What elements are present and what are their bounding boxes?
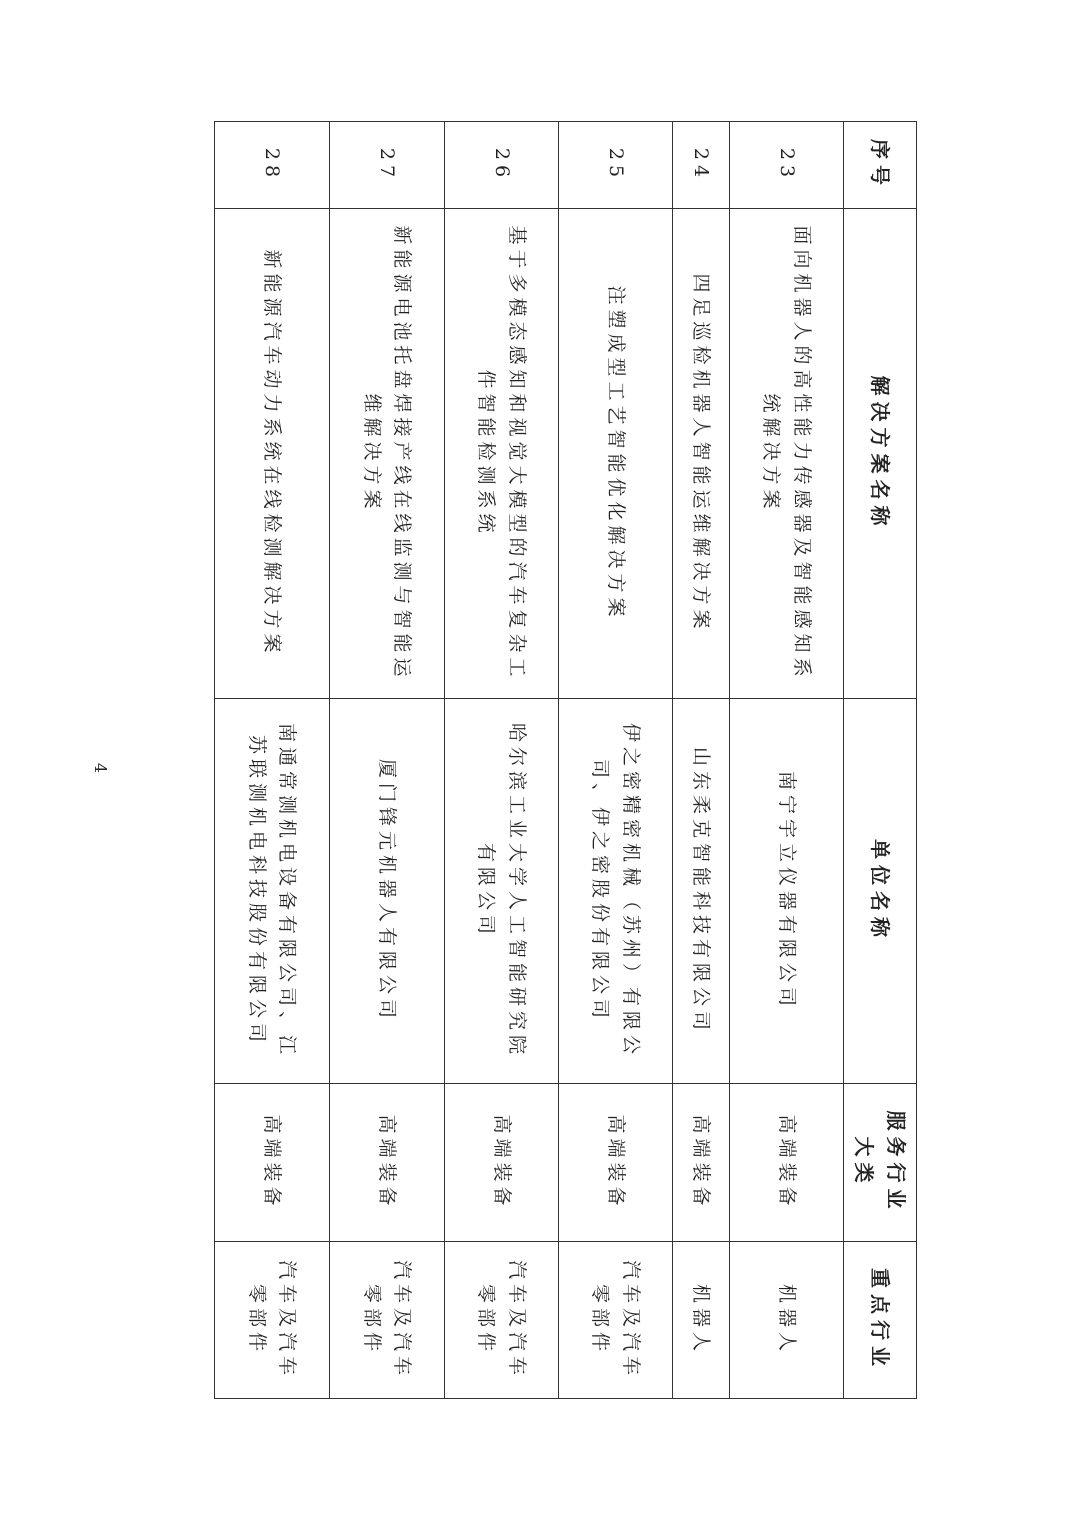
cell-seq: 24 bbox=[673, 122, 730, 209]
cell-unit-name: 南通常测机电设备有限公司、江苏联测机电科技股份有限公司 bbox=[215, 699, 330, 1084]
cell-service-industry: 高端装备 bbox=[330, 1084, 445, 1242]
cell-solution-name: 面向机器人的高性能力传感器及智能感知系统解决方案 bbox=[730, 209, 844, 699]
cell-unit-name: 厦门锋元机器人有限公司 bbox=[330, 699, 445, 1084]
header-service-industry: 服务行业大类 bbox=[844, 1084, 917, 1242]
cell-key-industry: 机器人 bbox=[730, 1242, 844, 1399]
table-row bbox=[673, 122, 730, 1399]
cell-seq: 28 bbox=[215, 122, 330, 209]
cell-key-industry: 机器人 bbox=[673, 1242, 730, 1399]
header-solution-name: 解决方案名称 bbox=[844, 209, 917, 699]
cell-solution-name: 基于多模态感知和视觉大模型的汽车复杂工件智能检测系统 bbox=[445, 209, 559, 699]
header-seq: 序号 bbox=[844, 122, 917, 209]
table-container bbox=[231, 121, 917, 1398]
cell-solution-name: 新能源电池托盘焊接产线在线监测与智能运维解决方案 bbox=[330, 209, 445, 699]
cell-solution-name: 注塑成型工艺智能优化解决方案 bbox=[559, 209, 673, 699]
cell-solution-name: 四足巡检机器人智能运维解决方案 bbox=[673, 209, 730, 699]
table-row bbox=[730, 122, 844, 1399]
cell-service-industry: 高端装备 bbox=[730, 1084, 844, 1242]
cell-key-industry: 汽车及汽车零部件 bbox=[445, 1242, 559, 1399]
cell-solution-name: 新能源汽车动力系统在线检测解决方案 bbox=[215, 209, 330, 699]
header-unit-name: 单位名称 bbox=[844, 699, 917, 1084]
table-row bbox=[215, 122, 330, 1399]
cell-key-industry: 汽车及汽车零部件 bbox=[215, 1242, 330, 1399]
cell-unit-name: 山东柔克智能科技有限公司 bbox=[673, 699, 730, 1084]
cell-seq: 25 bbox=[559, 122, 673, 209]
cell-seq: 26 bbox=[445, 122, 559, 209]
cell-service-industry: 高端装备 bbox=[559, 1084, 673, 1242]
table-header-row bbox=[844, 122, 917, 1399]
cell-service-industry: 高端装备 bbox=[445, 1084, 559, 1242]
cell-unit-name: 哈尔滨工业大学人工智能研究院有限公司 bbox=[445, 699, 559, 1084]
cell-seq: 27 bbox=[330, 122, 445, 209]
cell-key-industry: 汽车及汽车零部件 bbox=[559, 1242, 673, 1399]
cell-unit-name: 南宁宇立仪器有限公司 bbox=[730, 699, 844, 1084]
cell-seq: 23 bbox=[730, 122, 844, 209]
cell-unit-name: 伊之密精密机械（苏州）有限公司、伊之密股份有限公司 bbox=[559, 699, 673, 1084]
rotated-table-frame bbox=[231, 121, 917, 1398]
table-row bbox=[445, 122, 559, 1399]
cell-key-industry: 汽车及汽车零部件 bbox=[330, 1242, 445, 1399]
table-row bbox=[559, 122, 673, 1399]
table-row bbox=[330, 122, 445, 1399]
cell-service-industry: 高端装备 bbox=[673, 1084, 730, 1242]
cell-service-industry: 高端装备 bbox=[215, 1084, 330, 1242]
header-key-industry: 重点行业 bbox=[844, 1242, 917, 1399]
solutions-table bbox=[214, 121, 917, 1399]
page-number: 4 bbox=[91, 762, 110, 774]
